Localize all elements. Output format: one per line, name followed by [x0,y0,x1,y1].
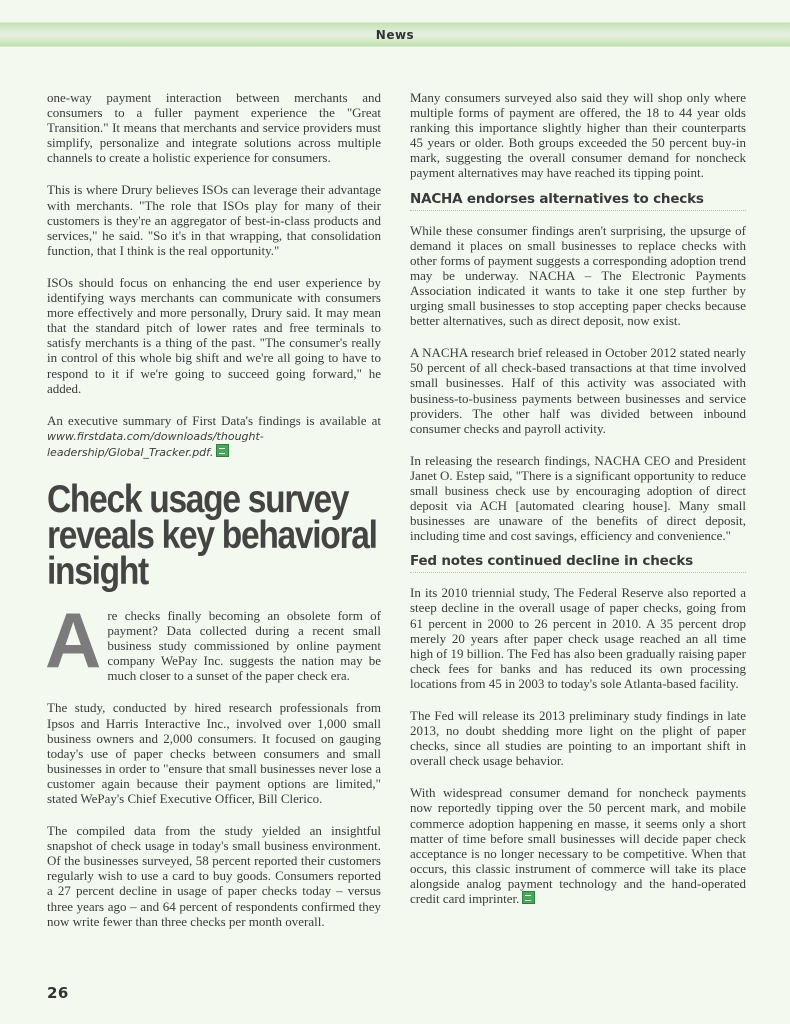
summary-paragraph [47,413,381,460]
article-headline: Check usage survey reveals key behavioral insight [47,477,377,593]
body-paragraph: This is where Drury believes ISOs can leverage their advantage with merchants. "The role that ISOs play for many of their customers is they're an aggregator of best-in-class products and services," he said. "So it's in that wrapping, that consolidation function, that I think is the real opportunity." [47,182,381,258]
page-number: 26 [47,984,69,1002]
body-paragraph: The study, conducted by hired research professionals from Ipsos and Harris Interactive Inc., involved over 1,000 small business owners and 2,000 consumers. It focused on gauging today's use of paper checks between consumers and small businesses in order to "ensure that small businesses never lose a customer again because their payment options are limited," stated WePay's Chief Executive Officer, Bill Clerico. [47,700,381,806]
body-paragraph: While these consumer findings aren't surprising, the upsurge of demand it places on small businesses to replace checks with other forms of payment suggests a corresponding adoption trend may be underway. NACHA – The Electronic Payments Association indicated it wants to take it one step further by urging small businesses to stop accepting paper checks because better alternatives, such as direct deposit, now exist. [410,222,746,329]
body-paragraph: In its 2010 triennial study, The Federal Reserve also reported a steep decline in the overall usage of paper checks, going from 61 percent in 2000 to 26 percent in 2010. A 35 percent drop merely 20 years after paper check usage reached an all time high of 19 billion. The Fed has also been gradually raising paper check fees for banks and has reduced its own processing locations from 45 in 2003 to today's sole Atlanta-based facility. [410,585,746,691]
subheading-fed: Fed notes continued decline in checks [410,553,746,573]
section-header-band [0,22,790,47]
drop-cap: A [45,595,102,684]
closing-paragraph [410,785,746,906]
body-paragraph: one-way payment interaction between merchants and consumers to a fuller payment experience the "Great Transition." It means that merchants and service providers must simplify, personalize and integrate solutions across multiple channels to create a holistic experience for consumers. [47,90,381,166]
lead-text: re checks finally becoming an obsolete form of payment? Data collected during a recent small business study commissioned by online payment company WePay Inc. suggests the nation may be much closer to a sunset of the paper check era. [107,607,381,684]
left-column [47,90,381,946]
body-paragraph: The Fed will release its 2013 preliminary study findings in late 2013, no doubt shedding more light on the plight of paper checks, since all studies are pointing to an important shift in overall check usage behavior. [410,708,746,769]
summary-link[interactable]: www.firstdata.com/downloads/thought-leadership/Global_Tracker.pdf. [47,429,264,459]
body-paragraph: In releasing the research findings, NACHA CEO and President Janet O. Estep said, "There is a significant opportunity to reduce small business check use by encouraging adoption of direct deposit via ACH [automated clearing house]. Many small businesses are unaware of the benefits of direct deposit, including time and cost savings, efficiency and convenience." [410,452,746,544]
end-of-article-icon [522,891,535,904]
body-paragraph: The compiled data from the study yielded an insightful snapshot of check usage in today's small business environment. Of the businesses surveyed, 58 percent reported their customers regularly wish to use a card to buy goods. Consumers reported a 27 percent decline in usage of paper checks today – versus three years ago – and 64 percent of respondents confirmed they now write fewer than three checks per month overall. [47,823,381,929]
end-of-article-icon [216,444,229,457]
subheading-nacha: NACHA endorses alternatives to checks [410,191,746,211]
body-paragraph: ISOs should focus on enhancing the end user experience by identifying ways merchants can communicate with consumers more effectively and more personally, Drury said. It may mean that the standard pitch of lower rates and free terminals to satisfy merchants is a thing of the past. "The consumer's really in control of this whole big shift and we're all going to have to respond to it if we're going to succeed going forward," he added. [47,274,381,396]
body-paragraph: A NACHA research brief released in October 2012 stated nearly 50 percent of all check-based transactions at that time involved small businesses. Half of this activity was associated with business-to-business payments between businesses and service providers. The other half was divided between inbound consumer checks and payroll activity. [410,345,746,436]
summary-text: An executive summary of First Data's findings is available at [47,412,381,428]
section-title: News [375,27,415,42]
lead-paragraph [45,595,381,684]
right-column [410,90,746,923]
body-paragraph: Many consumers surveyed also said they will shop only where multiple forms of payment are offered, the 18 to 44 year olds ranking this importance slightly higher than their counterparts 45 years or older. Both groups exceeded the 50 percent buy-in mark, suggesting the overall consumer demand for noncheck payment alternatives may have reached its tipping point. [410,90,746,181]
closing-text: With widespread consumer demand for noncheck payments now reportedly tipping over the 50 percent mark, and mobile commerce adoption happening en masse, it seems only a short matter of time before small businesses will decide paper check acceptance is no longer necessary to be competitive. When that occurs, this classic instrument of commerce will take its place alongside analog payment technology and the hand-operated credit card imprinter. [410,785,746,907]
